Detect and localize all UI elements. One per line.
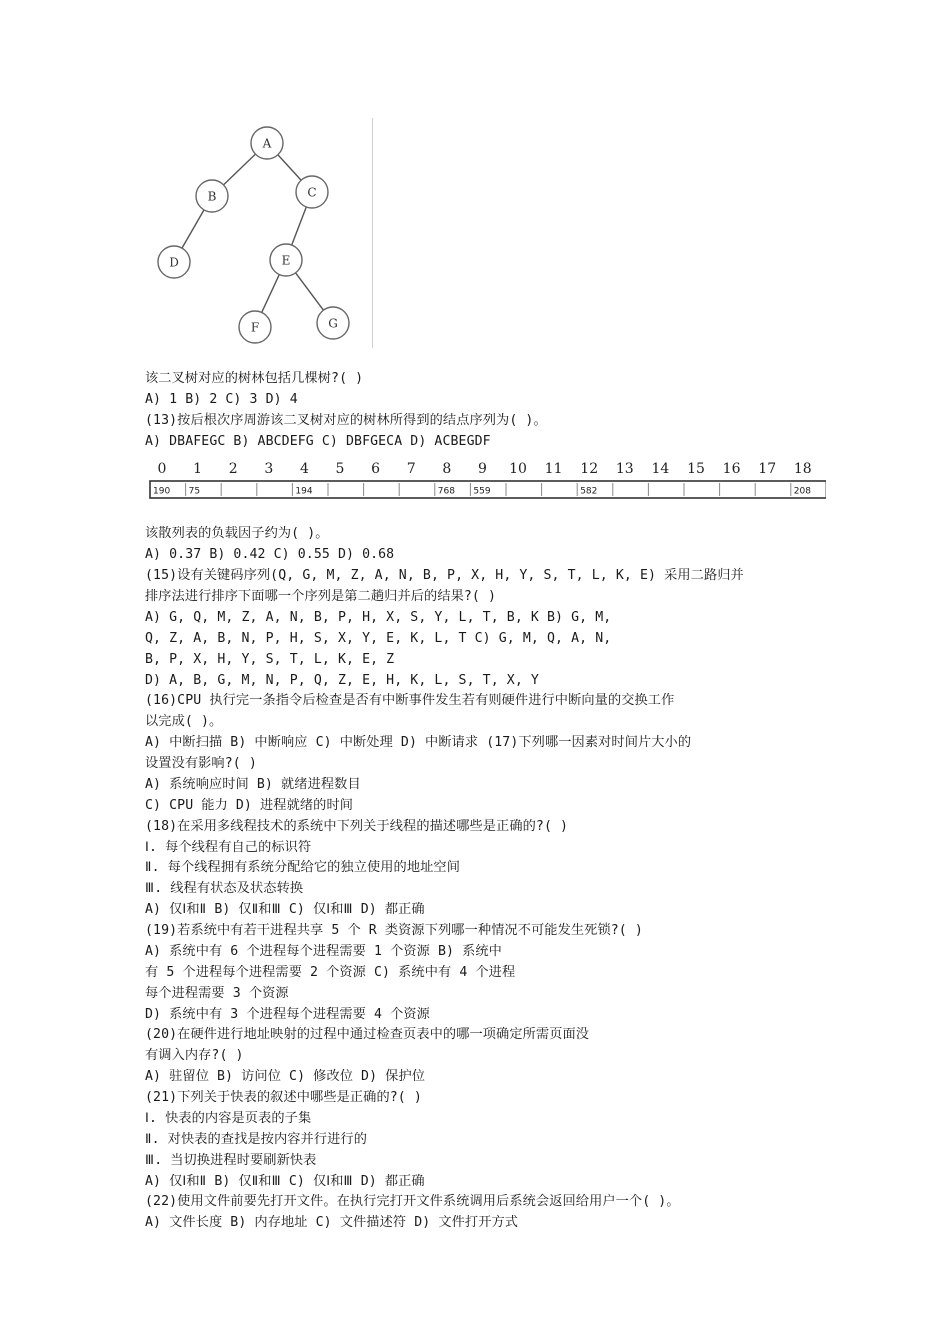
question-12-stem: 该二叉树对应的树林包括几棵树?( ) xyxy=(145,371,364,386)
question-16-options: A) 中断扫描 B) 中断响应 C) 中断处理 D) 中断请求 (17)下列哪一因素对时间片大小的 xyxy=(145,735,692,750)
hash-index-18: 18 xyxy=(793,461,812,477)
tree-node-label-D: D xyxy=(169,255,179,270)
question-21-options: A) 仅Ⅰ和Ⅱ B) 仅Ⅱ和Ⅲ C) 仅Ⅰ和Ⅲ D) 都正确 xyxy=(145,1174,425,1189)
question-19-option-bc: 有 5 个进程每个进程需要 2 个资源 C) 系统中有 4 个进程 xyxy=(145,965,516,980)
question-15-option-c: B, P, X, H, Y, S, T, L, K, E, Z xyxy=(145,652,395,667)
question-18-item-1: Ⅰ. 每个线程有自己的标识符 xyxy=(145,840,312,855)
question-18-item-2: Ⅱ. 每个线程拥有系统分配给它的独立使用的地址空间 xyxy=(145,860,460,875)
question-19-stem: (19)若系统中有若干进程共享 5 个 R 类资源下列哪一种情况不可能发生死锁?( ) xyxy=(145,923,643,938)
hash-index-12: 12 xyxy=(580,461,599,477)
hash-index-0: 0 xyxy=(157,461,167,477)
question-20-stem-cont: 有调入内存?( ) xyxy=(145,1048,244,1063)
tree-node-label-C: C xyxy=(307,185,317,200)
question-18-stem: (18)在采用多线程技术的系统中下列关于线程的描述哪些是正确的?( ) xyxy=(145,819,569,834)
tree-node-label-B: B xyxy=(207,189,217,204)
hash-cell-value-0: 190 xyxy=(153,486,171,497)
hash-cell-value-1: 75 xyxy=(188,486,201,497)
hash-index-11: 11 xyxy=(544,461,563,477)
hash-cell-value-18: 208 xyxy=(793,486,811,497)
hash-index-17: 17 xyxy=(758,461,777,477)
question-19-option-c-cont: 每个进程需要 3 个资源 xyxy=(145,986,289,1001)
question-17-stem-cont: 设置没有影响?( ) xyxy=(145,756,257,771)
question-19-option-a: A) 系统中有 6 个进程每个进程需要 1 个资源 B) 系统中 xyxy=(145,944,502,959)
question-21-item-2: Ⅱ. 对快表的查找是按内容并行进行的 xyxy=(145,1132,367,1147)
question-14-options: A) 0.37 B) 0.42 C) 0.55 D) 0.68 xyxy=(145,547,395,562)
hash-table-figure xyxy=(146,457,826,505)
question-18-options: A) 仅Ⅰ和Ⅱ B) 仅Ⅱ和Ⅲ C) 仅Ⅰ和Ⅲ D) 都正确 xyxy=(145,902,425,917)
tree-node-label-G: G xyxy=(328,316,338,331)
question-15-option-d: D) A, B, G, M, N, P, Q, Z, E, H, K, L, S, T, X, Y xyxy=(145,673,539,688)
hash-index-5: 5 xyxy=(335,461,345,477)
question-17-options-cd: C) CPU 能力 D) 进程就绪的时间 xyxy=(145,798,354,813)
question-20-stem: (20)在硬件进行地址映射的过程中通过检查页表中的哪一项确定所需页面没 xyxy=(145,1027,590,1042)
question-12-options: A) 1 B) 2 C) 3 D) 4 xyxy=(145,392,298,407)
tree-node-label-A: A xyxy=(262,136,272,151)
question-21-item-1: Ⅰ. 快表的内容是页表的子集 xyxy=(145,1111,312,1126)
question-14-stem: 该散列表的负载因子约为( )。 xyxy=(145,526,329,541)
hash-index-15: 15 xyxy=(687,461,705,477)
question-16-stem-cont: 以完成( )。 xyxy=(145,714,223,729)
binary-tree-figure xyxy=(144,118,374,350)
hash-index-1: 1 xyxy=(193,461,203,477)
hash-index-2: 2 xyxy=(228,461,238,477)
question-19-option-d: D) 系统中有 3 个进程每个进程需要 4 个资源 xyxy=(145,1007,430,1022)
question-17-options-ab: A) 系统响应时间 B) 就绪进程数目 xyxy=(145,777,361,792)
hash-index-6: 6 xyxy=(371,461,381,477)
question-21-stem: (21)下列关于快表的叙述中哪些是正确的?( ) xyxy=(145,1090,422,1105)
question-13-stem: (13)按后根次序周游该二叉树对应的树林所得到的结点序列为( )。 xyxy=(145,413,547,428)
question-22-stem: (22)使用文件前要先打开文件。在执行完打开文件系统调用后系统会返回给用户一个( )。 xyxy=(145,1194,680,1209)
hash-index-9: 9 xyxy=(477,461,487,477)
hash-index-8: 8 xyxy=(442,461,452,477)
hash-cell-value-4: 194 xyxy=(295,486,313,497)
hash-cell-value-9: 559 xyxy=(473,486,491,497)
question-22-options: A) 文件长度 B) 内存地址 C) 文件描述符 D) 文件打开方式 xyxy=(145,1215,519,1230)
question-21-item-3: Ⅲ. 当切换进程时要刷新快表 xyxy=(145,1153,317,1168)
question-15-stem: (15)设有关键码序列(Q, G, M, Z, A, N, B, P, X, H, Y, S, T, L, K, E) 采用二路归并 xyxy=(145,568,744,583)
figure-border xyxy=(144,118,373,348)
question-20-options: A) 驻留位 B) 访问位 C) 修改位 D) 保护位 xyxy=(145,1069,426,1084)
hash-table xyxy=(146,457,826,505)
hash-index-10: 10 xyxy=(509,461,527,477)
hash-cell-value-12: 582 xyxy=(580,486,598,497)
question-16-stem: (16)CPU 执行完一条指令后检查是否有中断事件发生若有则硬件进行中断向量的交换工作 xyxy=(145,693,675,708)
hash-index-4: 4 xyxy=(299,461,309,477)
tree-node-label-E: E xyxy=(281,253,291,268)
question-15-option-b: Q, Z, A, B, N, P, H, S, X, Y, E, K, L, T C) G, M, Q, A, N, xyxy=(145,631,612,646)
question-15-stem-cont: 排序法进行排序下面哪一个序列是第二趟归并后的结果?( ) xyxy=(145,589,497,604)
question-18-item-3: Ⅲ. 线程有状态及状态转换 xyxy=(145,881,304,896)
hash-cell-value-8: 768 xyxy=(437,486,455,497)
hash-index-7: 7 xyxy=(406,461,416,477)
tree-node-label-F: F xyxy=(250,320,260,335)
hash-index-14: 14 xyxy=(651,461,670,477)
hash-index-3: 3 xyxy=(264,461,274,477)
hash-index-13: 13 xyxy=(615,461,634,477)
hash-index-16: 16 xyxy=(722,461,741,477)
question-13-options: A) DBAFEGC B) ABCDEFG C) DBFGECA D) ACBEGDF xyxy=(145,434,491,449)
question-15-option-a: A) G, Q, M, Z, A, N, B, P, H, X, S, Y, L, T, B, K B) G, M, xyxy=(145,610,612,625)
